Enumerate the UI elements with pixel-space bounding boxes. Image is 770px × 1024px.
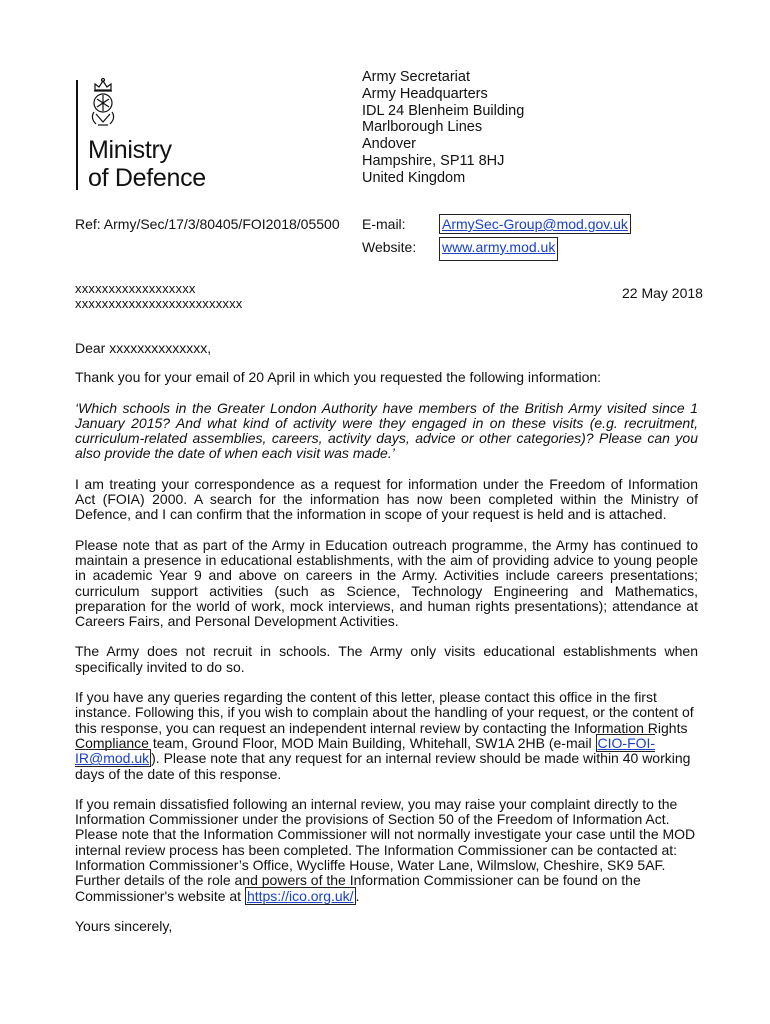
paragraph-outreach: Please note that as part of the Army in Education outreach programme, the Army has continued to maintain a presence in educational establishments, with the aim of providing advice to young people in academic Year 9 and above on careers in the Army. Activities include careers presentations; curriculum support activities (such as Science, Technology Engineering and Mathematics, preparation for the world of work, mock interviews, and human rights presentations); attendance at Careers Fairs, and Personal Development Activities.: [75, 536, 698, 630]
ico-text-before: If you remain dissatisfied following an internal review, you may raise your complaint directly to the Information Commissioner under the provisions of Section 50 of the Freedom of Information Act. Please note that the Information Commissioner will not normally investigate your case until the MOD internal review process has been completed. The Information Commissioner can be contacted at: Information Commissioner’s Office, Wycliffe House, Water Lane, Wilmslow, Cheshire, SK9 5AF. Further details of the role and powers of the Information Commissioner can be found on the Commissioner's website at: [75, 795, 696, 904]
logo-text-line2: of Defence: [88, 164, 206, 192]
sender-address: [362, 69, 524, 187]
letter-body: [75, 341, 698, 949]
paragraph-intro: Thank you for your email of 20 April in which you requested the following information:: [75, 369, 602, 386]
ico-text-after: .: [355, 887, 360, 904]
letter-date: 22 May 2018: [622, 285, 703, 301]
paragraph-information-commissioner: [75, 797, 698, 904]
cio-foi-email-link[interactable]: CIO-FOI-IR@mod.uk: [75, 734, 656, 767]
website-label: Website:: [362, 239, 417, 255]
mod-logo: [72, 76, 242, 196]
paragraph-quoted-request: ‘Which schools in the Greater London Authority have members of the British Army visited since 1 January 2015? And what kind of activity were they engaged in on these visits (e.g. recruitment, curriculum-related assemblies, careers, activity days, advice or other categories)? Please can you also provide the date of when each visit was made.’: [75, 399, 698, 462]
review-text-before: If you have any queries regarding the content of this letter, please contact this office in the first instance. Following this, if you wish to complain about the handling of your request, or the content of this response, you can request an independent internal review by contacting the Information Rights Compliance team, Ground Floor, MOD Main Building, Whitehall, SW1A 2HB (e-mail: [75, 689, 694, 751]
recipient-block: [75, 281, 243, 311]
address-line: Hampshire, SP11 8HJ: [362, 152, 505, 169]
reference-number: Ref: Army/Sec/17/3/80405/FOI2018/05500: [75, 216, 340, 232]
address-line: Andover: [362, 136, 417, 153]
paragraph-internal-review: [75, 690, 698, 782]
ico-website-link[interactable]: https://ico.org.uk/: [246, 887, 354, 904]
review-text-after: ). Please note that any request for an internal review should be made within 40 working days of the date of this response.: [75, 750, 691, 782]
website-link[interactable]: www.army.mod.uk: [439, 237, 558, 261]
paragraph-foia: I am treating your correspondence as a request for information under the Freedom of Information Act (FOIA) 2000. A search for the information has now been completed within the Ministry of Defence, and I can confirm that the information in scope of your request is held and is attached.: [75, 475, 698, 523]
address-line: Marlborough Lines: [362, 119, 483, 136]
salutation: Dear xxxxxxxxxxxxxx,: [75, 340, 212, 356]
address-line: Army Secretariat: [362, 69, 470, 85]
address-line: IDL 24 Blenheim Building: [362, 102, 525, 119]
logo-text-line1: Ministry: [88, 136, 172, 164]
address-line: Army Headquarters: [362, 85, 488, 102]
closing: Yours sincerely,: [75, 917, 173, 934]
recipient-line2: xxxxxxxxxxxxxxxxxxxxxxxxx: [75, 296, 243, 311]
logo-wordmark: [88, 136, 206, 192]
crest-icon: [86, 76, 120, 128]
email-link[interactable]: ArmySec-Group@mod.gov.uk: [439, 214, 631, 234]
paragraph-recruitment: The Army does not recruit in schools. The Army only visits educational establishments when specifically invited to do so.: [75, 643, 698, 675]
address-line: United Kingdom: [362, 169, 466, 186]
email-label: E-mail:: [362, 216, 406, 232]
logo-divider: [76, 80, 78, 190]
recipient-line1: xxxxxxxxxxxxxxxxxx: [75, 281, 196, 296]
